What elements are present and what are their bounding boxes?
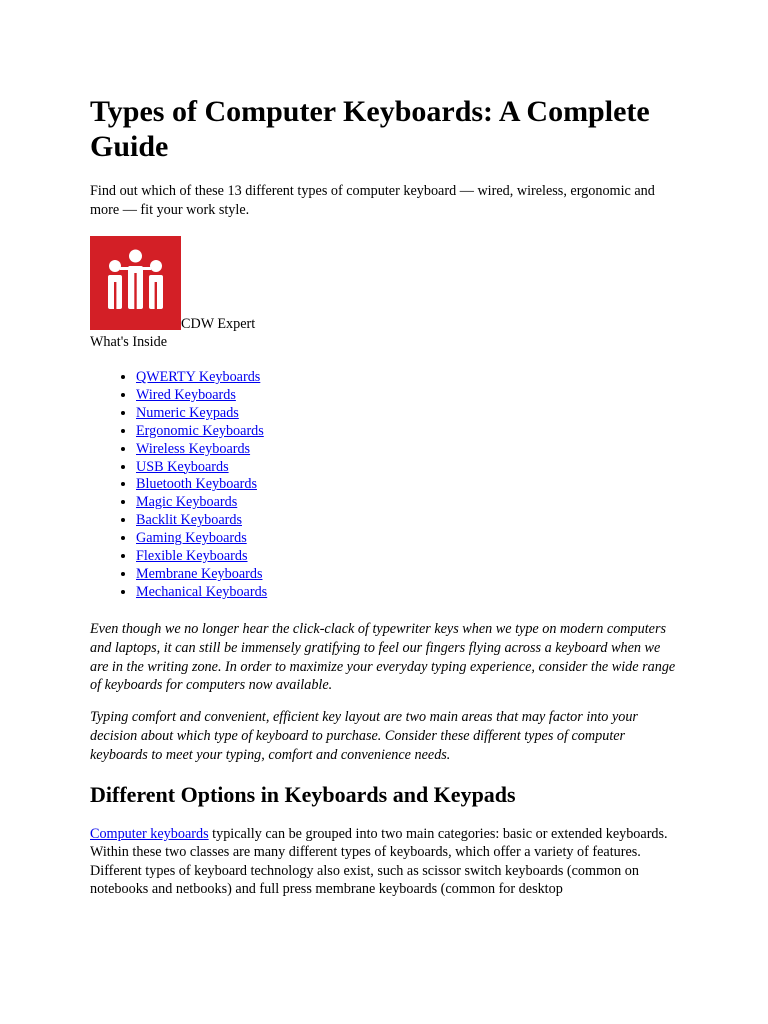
intro-text: Find out which of these 13 different types of computer keyboard — wired, wireless, ergonomic and more — fit your work style. (90, 183, 655, 218)
list-item (136, 441, 267, 459)
intro-paragraph-1: Even though we no longer hear the click-clack of typewriter keys when we type on modern computers and laptops, it can still be immensely gratifying to feel our fingers flying across a keyboard when we are in the writing zone. In order to maximize your everyday typing experience, consider the wide range of keyboards for computers now available. (90, 621, 676, 694)
toc-link-numeric[interactable]: Numeric Keypads (136, 404, 239, 421)
toc-list (90, 369, 267, 602)
section-paragraph (90, 825, 682, 899)
toc-link-mechanical[interactable]: Mechanical Keyboards (136, 583, 268, 600)
toc-link-magic[interactable]: Magic Keyboards (136, 494, 238, 511)
list-item (136, 512, 267, 530)
toc-link-membrane[interactable]: Membrane Keyboards (136, 565, 263, 582)
people-group-icon (90, 236, 181, 330)
computer-keyboards-link[interactable]: Computer keyboards (90, 826, 209, 842)
toc-link-qwerty[interactable]: QWERTY Keyboards (136, 369, 261, 385)
list-item (136, 584, 267, 602)
list-item (136, 387, 267, 405)
toc-link-bluetooth[interactable]: Bluetooth Keyboards (136, 476, 257, 493)
list-item (136, 548, 267, 566)
toc-link-wired[interactable]: Wired Keyboards (136, 386, 236, 403)
toc-link-gaming[interactable]: Gaming Keyboards (136, 530, 247, 547)
list-item (136, 405, 267, 423)
toc-link-ergonomic[interactable]: Ergonomic Keyboards (136, 422, 264, 439)
list-item (136, 476, 267, 494)
toc-title: What's Inside (90, 334, 168, 350)
toc-link-backlit[interactable]: Backlit Keyboards (136, 512, 242, 529)
toc-link-wireless[interactable]: Wireless Keyboards (136, 440, 251, 457)
list-item (136, 459, 267, 477)
list-item (136, 423, 267, 441)
section-paragraph-text: typically can be grouped into two main categories: basic or extended keyboards. Within these two classes are many different types of keyboards, which offer a variety of features. Different types of keyboard technology also exist, such as scissor switch keyboards (common on notebooks and netbooks) and full press membrane keyboards (common for desktop (90, 826, 668, 898)
list-item (136, 369, 267, 387)
toc-link-usb[interactable]: USB Keyboards (136, 458, 229, 475)
author-name: CDW Expert (181, 316, 256, 332)
list-item (136, 494, 267, 512)
intro-paragraph-2: Typing comfort and convenient, efficient key layout are two main areas that may factor into your decision about which type of keyboard to purchase. Consider these different types of computer keyboards to meet your typing, comfort and convenience needs. (90, 709, 638, 763)
section-heading: Different Options in Keyboards and Keypads (90, 782, 516, 807)
list-item (136, 566, 267, 584)
list-item (136, 530, 267, 548)
toc-link-flexible[interactable]: Flexible Keyboards (136, 548, 248, 565)
page-title: Types of Computer Keyboards: A Complete Guide (90, 95, 650, 163)
